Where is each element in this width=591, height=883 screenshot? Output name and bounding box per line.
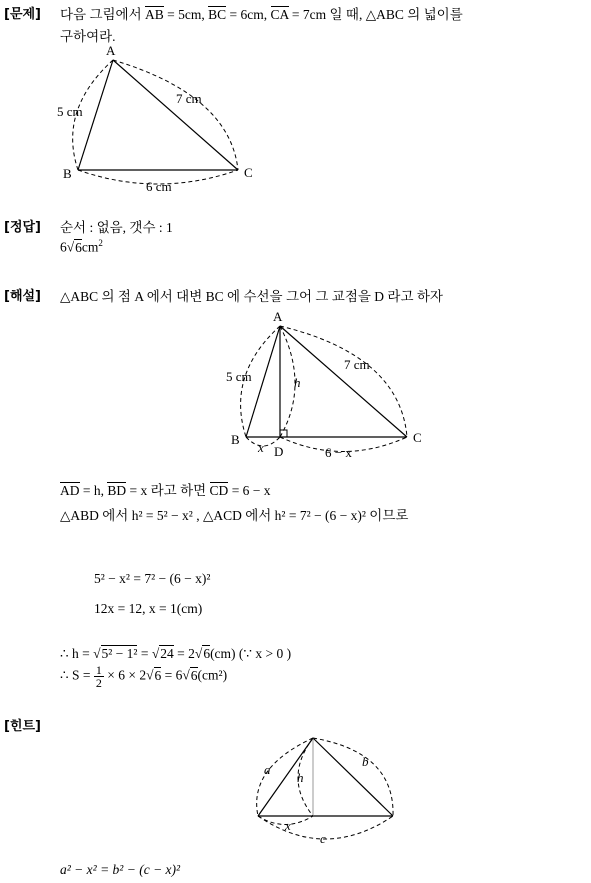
equation-1: 5² − x² = 7² − (6 − x)² <box>94 571 211 586</box>
segment-x-label: x <box>285 818 291 833</box>
cd-equation: = 6 − x <box>228 483 271 498</box>
h-eq-2: = 2 <box>173 646 195 661</box>
solution-tag: [해설] <box>4 289 41 304</box>
h-lhs: ∴ h = <box>60 646 94 661</box>
vertex-b-label: B <box>63 166 72 181</box>
answer-coef: 6 <box>60 239 67 255</box>
s-lhs: ∴ S = <box>60 667 94 683</box>
answer-radicand: 6 <box>75 239 82 255</box>
h-radicand-2: 24 <box>160 646 174 661</box>
segment-bd-label: x <box>258 440 264 455</box>
s-eq: = 6 <box>161 667 183 683</box>
problem-line2: 구하여라. <box>60 29 116 44</box>
s-radicand-1: 6 <box>154 667 162 683</box>
ab-value: = 5cm, <box>163 7 209 22</box>
answer-exponent: 2 <box>98 238 103 248</box>
side-ab-label: 5 cm <box>57 104 83 119</box>
segment-bc: BC <box>208 7 227 22</box>
answer-line1: 순서 : 없음, 갯수 : 1 <box>60 220 173 235</box>
vertex-b-label: B <box>231 432 240 447</box>
side-ca-label: 7 cm <box>344 357 370 372</box>
segment-dc-label: 6 − x <box>325 445 352 460</box>
answer-unit: cm <box>81 239 99 255</box>
answer-line2: $6√6cm^2$ <box>60 238 103 255</box>
solution-intro: △ABC 의 점 A 에서 대변 BC 에 수선을 그어 그 교점을 D 라고 하자 <box>60 289 443 304</box>
hint-formula: a² − x² = b² − (c − x)² <box>60 862 181 877</box>
s-radicand-2: 6 <box>190 667 198 683</box>
bc-value: = 6cm, <box>226 7 271 22</box>
fraction-denominator: 2 <box>95 676 102 690</box>
vertex-a-label: A <box>106 43 116 58</box>
point-d-label: D <box>274 444 284 459</box>
h-radicand-1: 5² − 1² <box>101 646 138 661</box>
ad-equation: = h, <box>79 483 108 498</box>
side-ab-label: 5 cm <box>226 369 252 384</box>
vertex-c-label: C <box>244 165 253 180</box>
answer-tag: [정답] <box>4 220 41 235</box>
segment-ad: AD <box>60 483 80 498</box>
side-a-label: a <box>264 762 271 777</box>
h-tail: (cm) (∵ x > 0 ) <box>210 646 292 661</box>
h-eq-1: = <box>137 646 152 661</box>
problem-text-pre: 다음 그림에서 <box>60 7 145 22</box>
ca-value: = 7cm 일 때, △ABC 의 넓이를 <box>288 7 463 22</box>
vertex-a-label: A <box>273 309 283 324</box>
area-result-line: ∴ S = $\frac{1}{2}$ × 6 × 2√6 = 6√6(cm²) <box>60 663 228 690</box>
s-mid: × 6 × 2 <box>103 667 147 683</box>
vertex-c-label: C <box>413 430 422 445</box>
side-b-line <box>313 738 393 816</box>
h-radicand-3: 6 <box>203 646 211 661</box>
bd-equation: = x 라고 하면 <box>126 483 210 498</box>
segment-ca: CA <box>270 7 289 22</box>
segment-bd: BD <box>107 483 127 498</box>
side-b-label: b <box>362 754 369 769</box>
equation-2: 12x = 12, x = 1(cm) <box>94 601 203 616</box>
hint-tag: [힌트] <box>4 719 41 734</box>
pythagoras-line: △ABD 에서 h² = 5² − x² , △ACD 에서 h² = 7² − (6 − x)² 이므로 <box>60 508 409 523</box>
problem-tag: [문제] <box>4 7 41 22</box>
height-label: h <box>297 770 304 785</box>
fraction-numerator: 1 <box>95 663 102 677</box>
side-bc-label: 6 cm <box>146 179 172 194</box>
s-tail: (cm²) <box>197 667 228 683</box>
side-ca-label: 7 cm <box>176 91 202 106</box>
height-result-line: ∴ h = √5² − 1² = √24 = 2√6(cm) (∵ x > 0 ) <box>60 646 292 661</box>
height-label: h <box>294 375 301 390</box>
segment-cd: CD <box>209 483 229 498</box>
segment-ab: AB <box>145 7 164 22</box>
side-c-label: c <box>320 831 326 846</box>
